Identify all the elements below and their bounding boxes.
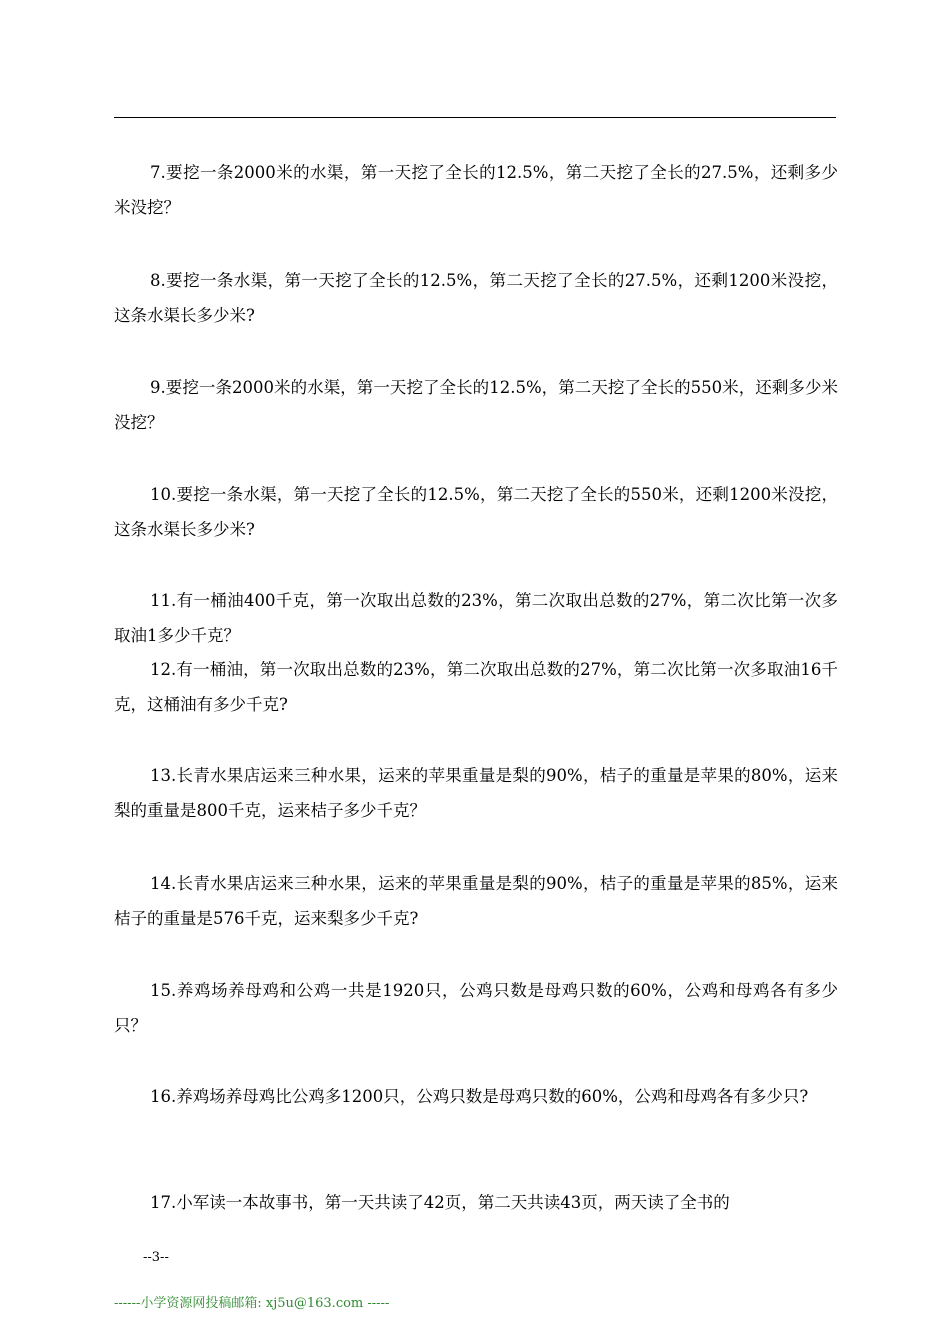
problem-label: 14. [150,874,177,893]
problem-14 [114,866,838,936]
problem-11 [114,583,838,653]
problem-text: 小军读一本故事书，第一天共读了42页，第二天共读43页，两天读了全书的 [176,1193,730,1212]
problem-13 [114,758,838,828]
problem-12 [114,652,838,722]
problem-label: 15. [150,981,177,1000]
problem-label: 8. [150,271,166,290]
problem-8 [114,263,838,333]
footer-note: ------小学资源网投稿邮箱: xj5u@163.com ----- [114,1296,390,1311]
problem-text: 要挖一条水渠，第一天挖了全长的12.5%，第二天挖了全长的550米，还剩1200米没挖，这条水渠长多少米? [114,485,838,539]
problem-text: 有一桶油，第一次取出总数的23%，第二次取出总数的27%，第二次比第一次多取油16千克，这桶油有多少千克? [114,660,838,714]
problem-text: 要挖一条水渠，第一天挖了全长的12.5%，第二天挖了全长的27.5%，还剩1200米没挖，这条水渠长多少米? [114,271,838,325]
header-rule [114,117,836,118]
problem-text: 要挖一条2000米的水渠，第一天挖了全长的12.5%，第二天挖了全长的550米，还剩多少米没挖？ [114,378,838,432]
problem-text: 养鸡场养母鸡比公鸡多1200只，公鸡只数是母鸡只数的60%，公鸡和母鸡各有多少只? [176,1087,809,1106]
problem-text: 长青水果店运来三种水果，运来的苹果重量是梨的90%，桔子的重量是苹果的85%，运来桔子的重量是576千克，运来梨多少千克? [114,874,838,928]
problem-9 [114,370,838,440]
problem-label: 17. [150,1193,177,1212]
problem-label: 11. [150,591,177,610]
problem-10 [114,477,838,547]
problem-label: 10. [150,485,177,504]
problem-15 [114,973,838,1043]
page-number: --3-- [143,1250,169,1265]
problem-label: 16. [150,1087,177,1106]
problem-7 [114,155,838,225]
problem-text: 有一桶油400千克，第一次取出总数的23%，第二次取出总数的27%，第二次比第一次多取油1多少千克？ [114,591,838,645]
problem-label: 13. [150,766,177,785]
problem-17 [114,1185,838,1220]
problem-label: 7. [150,163,166,182]
problem-label: 12. [150,660,177,679]
problem-16 [114,1079,838,1114]
problem-text: 养鸡场养母鸡和公鸡一共是1920只，公鸡只数是母鸡只数的60%，公鸡和母鸡各有多少只？ [114,981,838,1035]
problem-text: 要挖一条2000米的水渠，第一天挖了全长的12.5%，第二天挖了全长的27.5%，还剩多少米没挖？ [114,163,838,217]
problem-text: 长青水果店运来三种水果，运来的苹果重量是梨的90%，桔子的重量是苹果的80%，运来梨的重量是800千克，运来桔子多少千克？ [114,766,838,820]
problem-label: 9. [150,378,166,397]
